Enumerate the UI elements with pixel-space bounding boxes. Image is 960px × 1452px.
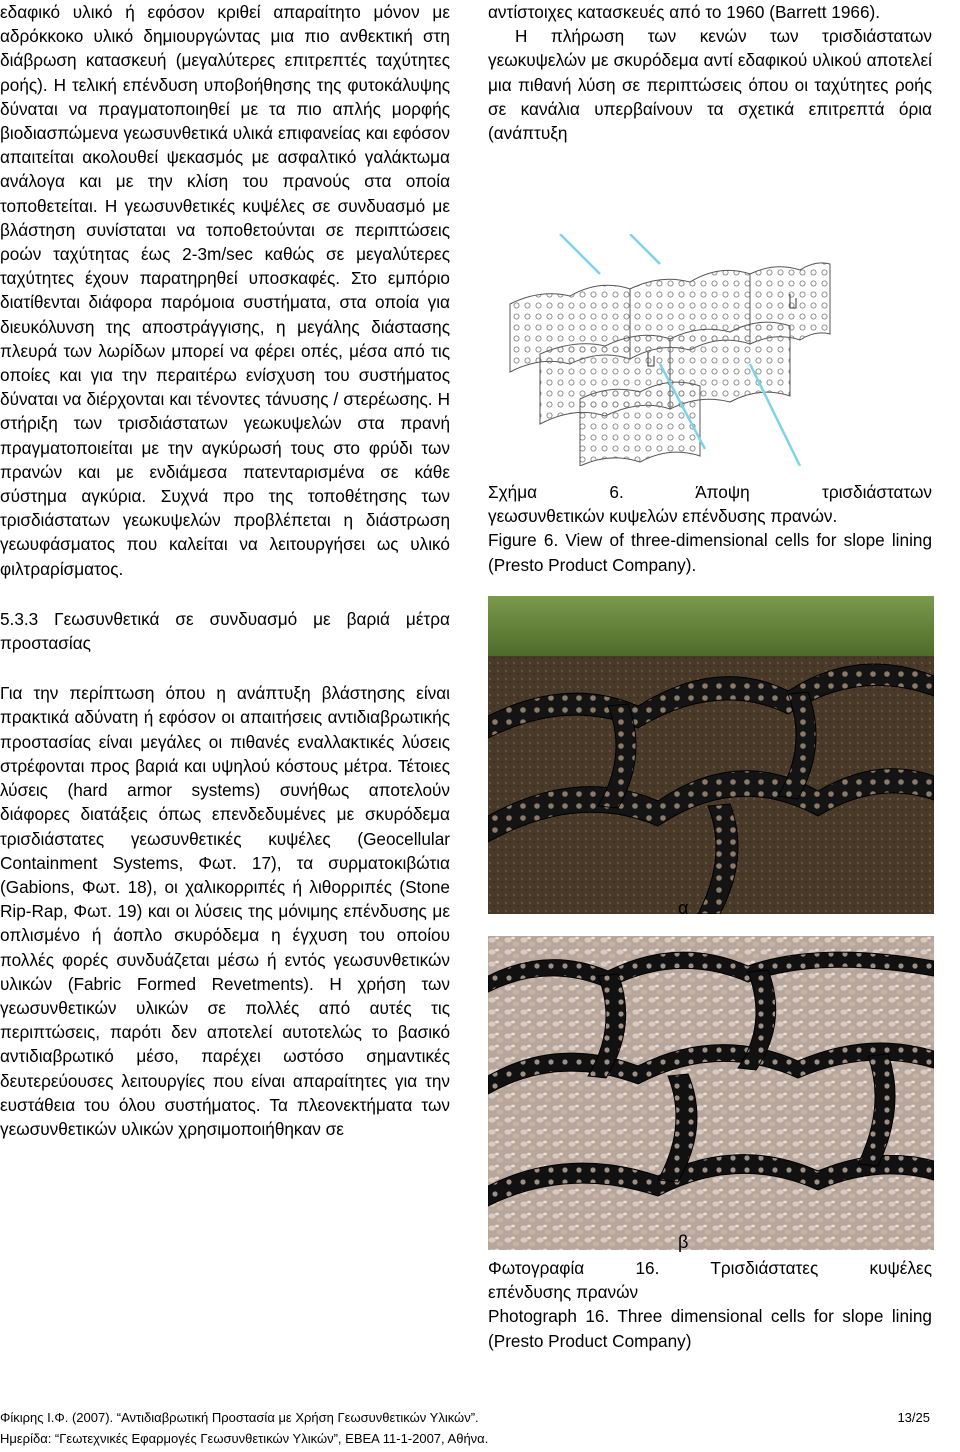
- photo-label-b: β: [678, 1232, 689, 1252]
- caption-word: τρισδιάστατων: [822, 482, 932, 502]
- footer-citation: Φίκιρης Ι.Φ. (2007). “Αντιδιαβρωτική Προστασία με Χρήση Γεωσυνθετικών Υλικών”.: [0, 1410, 479, 1425]
- figure-6-caption: [488, 480, 932, 577]
- left-paragraph-2: Για την περίπτωση όπου η ανάπτυξη βλάστησης είναι πρακτικά αδύνατη ή εφόσον οι απαιτήσεις αντιδιαβρωτικής προστασίας είναι μεγάλες οι πιθανές εναλλακτικές λύσεις στρέφονται προς βαριά και υψηλού κόστους μέτρα. Τέτοιες λύσεις (hard armor systems) συνήθως αποτελούν διάφορες διατάξεις όπως επενδεδυμένες με σκυρόδεμα τρισδιάστατες γεωσυνθετικές κυψέλες (Geocellular Containment Systems, Φωτ. 17), τα συρματοκιβώτια (Gabions, Φωτ. 18), οι χαλικορριπές ή λιθορριπές (Stone Rip-Rap, Φωτ. 19) και οι λύσεις της μόνιμης επένδυσης με οπλισμένο ή άοπλο σκυρόδεμα η έγχυση του οποίου πολλές φορές συνδυάζεται μέσω ή εντός γεωσυνθετικών υλικών (Fabric Formed Revetments). Η χρήση των γεωσυνθετικών υλικών σε πολλές από αυτές τις περιπτώσεις, παρότι δεν αποτελεί αυτοτελώς το βασικό αντιδιαβρωτικό μέσο, παρέχει ωστόσο σημαντικές δευτερεύουσες λειτουργίες που είναι απαραίτητες για την ευστάθεια του όλου συστήματος. Τα πλεονεκτήματα των γεωσυνθετικών υλικών χρησιμοποιήθηκαν σε: [0, 683, 450, 1139]
- photo-16b-svg: [488, 936, 934, 1250]
- section-heading-5-3-3: 5.3.3 Γεωσυνθετικά σε συνδυασμό με βαριά μέτρα προστασίας: [0, 608, 450, 654]
- left-column: [0, 0, 450, 1141]
- caption-word: κυψέλες: [869, 1258, 932, 1278]
- photograph-16-caption: [488, 1256, 932, 1353]
- photograph-16-caption-gr-line1: [488, 1256, 932, 1280]
- photo-16a-svg: [488, 596, 934, 914]
- right-column: [488, 0, 932, 145]
- photo-label-a: α: [678, 898, 689, 918]
- left-paragraph-1: εδαφικό υλικό ή εφόσον κριθεί απαραίτητο μόνον με αδρόκκοκο υλικό δημιουργώντας μια πιο ανθεκτική στη διάβρωση κατασκευή (μεγαλύτερες επιτρεπτές ταχύτητες ροής). Η τελική επένδυση υποβοήθησης της φυτοκάλυψης δύναται να πραγματοποιηθεί με τα πιο απλής μορφής βιοδιασπώμενα γεωσυνθετικά υλικά επιφανείας και εφόσον απαιτείται ακολουθεί ψεκασμός με ασφαλτικό γαλάκτωμα ανάλογα και με την κλίση του πρανούς στα οποία τοποθετείται. Η γεωσυνθετικές κυψέλες σε συνδυασμό με βλάστηση συνίσταται να τοποθετούνται σε περιπτώσεις ροών ταχύτητας έως 2-3m/sec καθώς σε μεγαλύτερες ταχύτητες έχουν παρατηρηθεί υποσκαφές. Στο εμπόριο διατίθενται διάφορα παρόμοια συστήματα, στα οποία για διευκόλυνση της αποστράγγισης, η μεγάλης διάστασης πλευρά των λωρίδων μπορεί να φέρει οπές, μέσα από τις οποίες και για την περαιτέρω ενίσχυση του συστήματος δύναται να διέρχονται και τένοντες τάνυσης / στερέωσης. Η στήριξη των τρισδιάστατων γεωκυψελών στα πρανή πραγματοποιείται με την αγκύρωσή τους στο φρύδι των πρανών και με ενδιάμεσα πατενταρισμένα σε κάθε σύστημα αγκύρια. Συχνά προ της τοποθέτησης των τρισδιάστατων γεωκυψελών προβλέπεται η διάστρωση γεωυφάσματος που καλείται να λειτουργήσει ως υλικό φιλτραρίσματος.: [0, 2, 450, 579]
- caption-word: Σχήμα: [488, 482, 538, 502]
- photograph-16-caption-en: Photograph 16. Three dimensional cells for slope lining (Presto Product Company): [488, 1306, 932, 1351]
- photo-16a-geocells-soil: [488, 596, 934, 914]
- figure-6-caption-gr-line2: γεωσυνθετικών κυψελών επένδυσης πρανών.: [488, 506, 838, 527]
- caption-word: Τρισδιάστατες: [710, 1258, 819, 1278]
- footer-event: Ημερίδα: “Γεωτεχνικές Εφαρμογές Γεωσυνθετικών Υλικών”, ΕΒΕΑ 11-1-2007, Αθήνα.: [0, 1431, 489, 1446]
- caption-word: Φωτογραφία: [488, 1258, 585, 1278]
- photograph-16-caption-gr-line2: επένδυσης πρανών: [488, 1282, 639, 1303]
- caption-word: Άποψη: [695, 482, 750, 502]
- right-paragraph-continuation: αντίστοιχες κατασκευές από το 1960 (Barrett 1966).: [488, 2, 881, 22]
- caption-word: 6.: [609, 482, 624, 502]
- figure-6-caption-gr-line1: [488, 480, 932, 504]
- figure-6-caption-en: Figure 6. View of three-dimensional cells for slope lining (Presto Product Company).: [488, 530, 932, 575]
- right-paragraph-2: Η πλήρωση των κενών των τρισδιάστατων γεωκυψελών με σκυρόδεμα αντί εδαφικού υλικού αποτελεί μια πιθανή λύση σε περιπτώσεις όπου οι ταχύτητες ροής σε κανάλια υπερβαίνουν τα σχετικά επιτρεπτά όρια (ανάπτυξη: [488, 26, 932, 144]
- caption-word: 16.: [635, 1258, 660, 1278]
- page-number: 13/25: [897, 1410, 930, 1425]
- page-footer: [0, 1407, 930, 1449]
- photo-16b-geocells-gravel: [488, 936, 934, 1250]
- figure-6-geocell-drawing: [500, 234, 840, 466]
- geocell-drawing-svg: [500, 234, 840, 466]
